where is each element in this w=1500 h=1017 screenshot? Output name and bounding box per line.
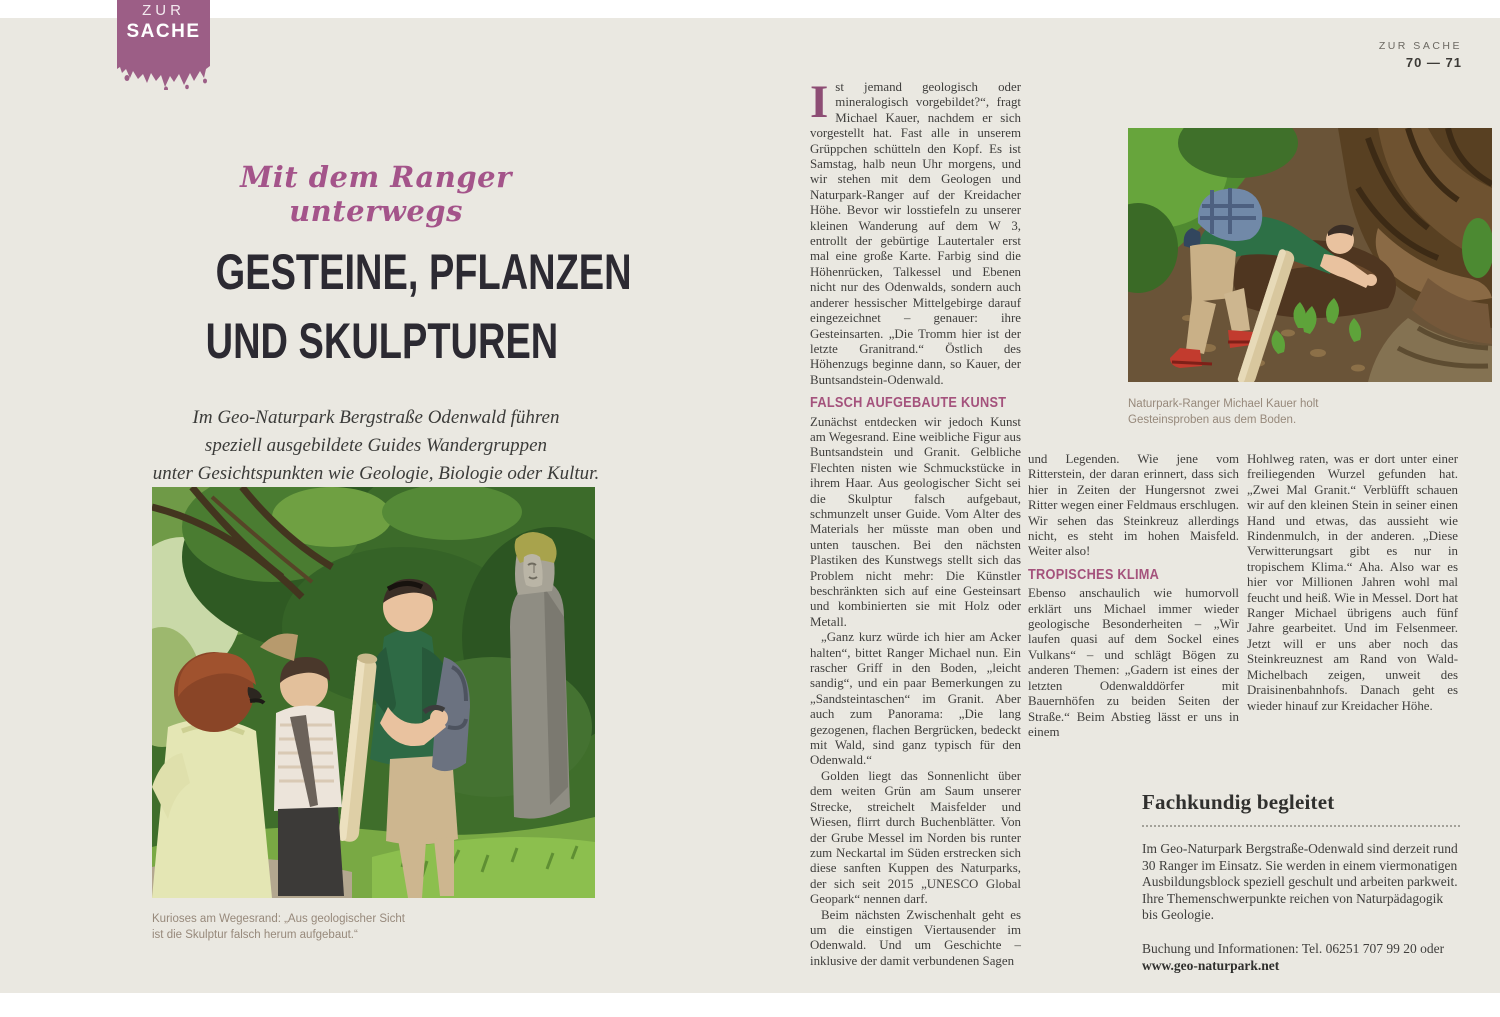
infobox-booking (1142, 940, 1460, 974)
photo-ranger-sampling (1128, 128, 1492, 382)
article-paragraph: und Legenden. Wie jene vom Ritterstein, der daran erinnert, dass sich hier in Zeiten der Hungersnot zwei Ritter wegen einer Feldmaus erschlugen. Wir sehen das Steinkreuz allerdings nicht, es steht im hohen Maisfeld. Weiter also! (1028, 452, 1239, 559)
photo-group-sculpture (152, 487, 595, 898)
article-column-2 (1028, 452, 1239, 740)
standfirst-line1: Im Geo-Naturpark Bergstraße Odenwald führen (192, 407, 560, 428)
badge-label-bottom: SACHE (126, 21, 201, 42)
photo-caption-left (152, 911, 482, 943)
article-column-3 (1247, 452, 1458, 714)
standfirst-line2: speziell ausgebildete Guides Wandergruppen (204, 435, 548, 456)
dotted-divider (1142, 825, 1460, 827)
running-head-section: ZUR SACHE (1378, 40, 1462, 52)
article-paragraph: Ist jemand geologisch oder mineralogisch vorgebildet?“, fragt Michael Kauer, nachdem er sich vorgestellt hat. Fast alle in unserem Grüppchen schütteln den Kopf. Es ist Samstag, halb neun Uhr morgens, und wir stehen mit dem Geologen und Naturpark-Ranger auf der Kreidacher Höhe. Bevor wir losstiefeln zu unserer kleinen Wanderung auf dem W 3, entrollt der gebürtige Lautertaler erst mal eine große Karte. Farbig sind die Höhenrücken, Talkessel und Ebenen nicht nur des Odenwalds, sondern auch anderer hessischer Mittelgebirge darauf eingezeichnet – genauer: ihre Gesteinsarten. „Die Tromm hier ist der letzte Granitrand.“ Östlich des Höhenzugs beginne dann, so Kauer, der Buntsandstein-Odenwald. (810, 76, 1021, 387)
article-paragraph: Hohlweg raten, was er dort unter einer freiliegenden Wurzel gefunden hat. „Zwei Mal Granit.“ Verblüfft schauen wir auf den kleinen Stein in seiner einen Hand und etwas, das aussieht wie Rindenmulch, in der anderen. „Diese Verwitterungsart gibt es nur in tropischem Klima.“ Aha. Also war es hier vor Millionen Jahren wohl mal feucht und heiß. Wie in Messel. Dort hat Ranger Michael übrigens auch fünf Jahre gearbeitet. Und im Felsenmeer. Jetzt will er uns aber noch das Steinkreuznest am Rand von Wald-Michelbach zeigen, unweit des Draisinenbahnhofs. Danach geht es wieder hinauf zur Kreidacher Höhe. (1247, 452, 1458, 713)
caption-right-line1: Naturpark-Ranger Michael Kauer holt (1128, 398, 1319, 410)
infobox-body: Im Geo-Naturpark Bergstraße-Odenwald sind derzeit rund 30 Ranger im Einsatz. Sie werden in einem viermonatigen Ausbildungsblock speziell geschult und arbeiten parkweit. Ihre Themenschwerpunkte reichen von Naturpädagogik bis Geologie. (1142, 841, 1458, 922)
article-paragraph: „Ganz kurz würde ich hier am Acker halten“, bittet Ranger Michael nun. Ein rascher Griff in den Boden, „leicht sandig“, und ein paar Bemerkungen zu „Sandsteintaschen“ im Granit. Aber auch zum Panorama: „Die lang gezogenen, flachen Bergrücken, bedeckt mit Wald, sind ganz typisch für den Odenwald.“ (810, 630, 1021, 768)
article-column-1 (810, 76, 1021, 969)
badge-label-top: ZUR (142, 2, 185, 19)
kicker-line: Mit dem Ranger unterwegs (240, 160, 512, 228)
infobox-booking-text: Buchung und Informationen: Tel. 06251 707 99 20 oder (1142, 940, 1445, 956)
infobox-website-link[interactable]: www.geo-naturpark.net (1142, 957, 1280, 973)
article-paragraph: Golden liegt das Sonnenlicht über dem weiten Grün am Saum unserer Strecke, streichelt Maisfelder und Wiesen, flirrt durch Buchenblätter. Von der Grube Messel im Norden bis runter zum Neckartal im Süden erstrecken sich diese sanften Kuppen des Naturparks, der sich seit 2015 „UNESCO Global Geopark“ nennen darf. (810, 768, 1021, 907)
drop-cap: I (810, 76, 829, 128)
article-opener (150, 160, 632, 488)
page-numbers: 70 — 71 (1405, 55, 1462, 70)
article-paragraph: Ebenso anschaulich wie humorvoll erklärt uns Michael immer wieder geologische Besonderheiten – „Wir laufen quasi auf dem Sockel eines Vulkans“ – und schlägt Bögen zu anderen Themen: „Gadern ist eines der letzten Odenwalddörfer mit Bauernhöfen zu beiden Seiten der Straße.“ Beim Abstieg lässt er uns in einem (1028, 586, 1239, 739)
caption-left-line1: Kurioses am Wegesrand: „Aus geologischer Sicht (152, 913, 405, 925)
caption-left-line2: ist die Skulptur falsch herum aufgebaut.“ (152, 929, 358, 941)
section-heading: TROPISCHES KLIMA (1028, 566, 1160, 583)
running-head (1320, 40, 1462, 70)
article-title-line1: GESTEINE, PFLANZEN (215, 244, 632, 300)
article-title-line2: UND SKULPTUREN (205, 313, 559, 369)
standfirst-line3: unter Gesichtspunkten wie Geologie, Biologie oder Kultur. (152, 463, 600, 484)
infobox-title: Fachkundig begleitet (1142, 790, 1335, 814)
section-heading: FALSCH AUFGEBAUTE KUNST (810, 395, 1007, 412)
section-badge (117, 0, 210, 90)
article-paragraph: Zunächst entdecken wir jedoch Kunst am Wegesrand. Eine weibliche Figur aus Buntsandstein und Granit. Gelbliche Flechten nisten wie Schmuckstücke in ihrem Haar. Aus geologischer Sicht sei die Skulptur falsch aufgebaut, schmunzelt unser Guide. Vom Alter des Materials her müsste man oben und unten tauschen. Bei den nächsten Plastiken des Kunstwegs stellt sich das Problem nicht mehr: Die Künstler beschränkten sich auf eine Gesteinsart und kombinierten sie mit Holz oder Metall. (810, 414, 1021, 629)
article-standfirst (150, 404, 602, 488)
caption-right-line2: Gesteinsproben aus dem Boden. (1128, 414, 1297, 426)
article-paragraph: Beim nächsten Zwischenhalt geht es um die einstigen Viertausender im Odenwald. Und um Geschichte – inklusive der damit verbundenen Sagen (810, 907, 1021, 968)
infobox-ranger (1142, 790, 1460, 987)
article-title (150, 244, 632, 382)
photo-caption-right (1128, 396, 1458, 428)
